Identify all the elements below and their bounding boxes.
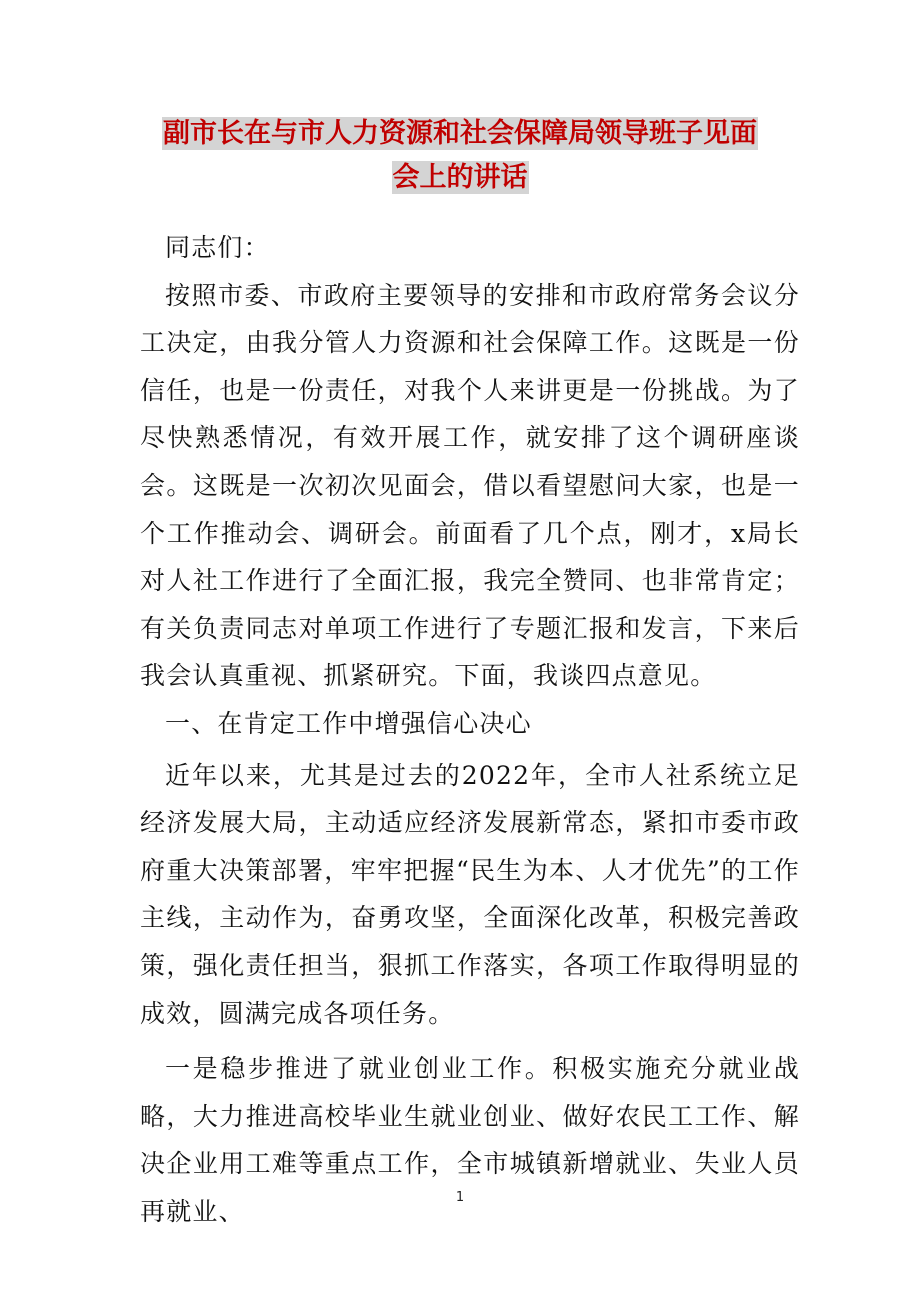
document-title: [130, 112, 790, 200]
title-line-1: 副市长在与市人力资源和社会保障局领导班子见面: [163, 118, 757, 149]
paragraph-achievements: 近年以来，尤其是过去的2022年，全市人社系统立足经济发展大局，主动适应经济发展新常态，紧扣市委市政府重大决策部署，牢牢把握“民生为本、人才优先”的工作主线，主动作为，奋勇攻坚，全面深化改革，积极完善政策，强化责任担当，狠抓工作落实，各项工作取得明显的成效，圆满完成各项任务。: [140, 760, 800, 1028]
page-number: 1: [455, 1190, 465, 1205]
section-heading-1: 一、在肯定工作中增强信心决心: [165, 708, 532, 738]
paragraph-employment: 一是稳步推进了就业创业工作。积极实施充分就业战略，大力推进高校毕业生就业创业、做好农民工工作、解决企业用工难等重点工作，全市城镇新增就业、失业人员再就业、: [140, 1054, 800, 1226]
title-line-2: 会上的讲话: [392, 162, 528, 193]
salutation: 同志们：: [165, 233, 270, 262]
paragraph-intro: 按照市委、市政府主要领导的安排和市政府常务会议分工决定，由我分管人力资源和社会保障工作。这既是一份信任，也是一份责任，对我个人来讲更是一份挑战。为了尽快熟悉情况，有效开展工作，就安排了这个调研座谈会。这既是一次初次见面会，借以看望慰问大家，也是一个工作推动会、调研会。前面看了几个点，刚才，x局长对人社工作进行了全面汇报，我完全赞同、也非常肯定；有关负责同志对单项工作进行了专题汇报和发言，下来后我会认真重视、抓紧研究。下面，我谈四点意见。: [140, 280, 800, 691]
document-body: [140, 224, 800, 1235]
